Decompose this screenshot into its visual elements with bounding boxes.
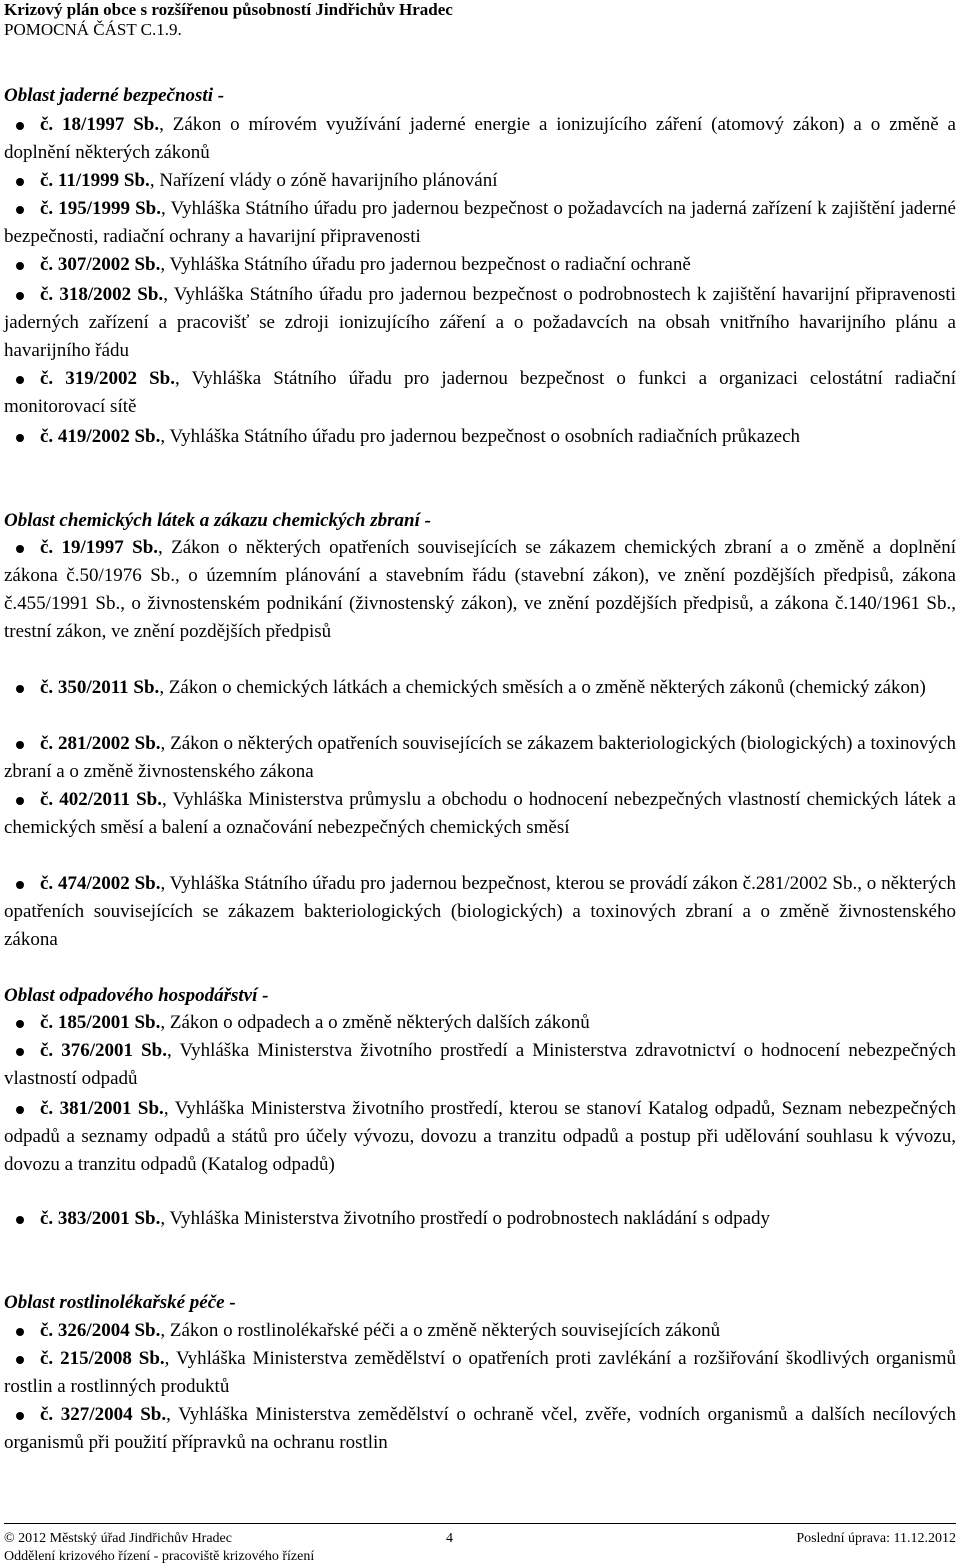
- law-number: č. 383/2001 Sb.: [40, 1208, 161, 1229]
- law-number: č. 185/2001 Sb.: [40, 1012, 161, 1033]
- law-number: č. 18/1997 Sb.: [40, 114, 160, 135]
- bullet-icon: [16, 545, 24, 553]
- law-number: č. 215/2008 Sb.: [40, 1348, 165, 1369]
- section-heading: Oblast jaderné bezpečnosti -: [4, 85, 225, 106]
- law-number: č. 19/1997 Sb.: [40, 537, 159, 558]
- footer-divider: [4, 1523, 956, 1524]
- list-item: [4, 251, 956, 279]
- bullet-icon: [16, 1328, 24, 1336]
- list-item: [4, 1317, 956, 1345]
- law-description: , Zákon o některých opatřeních souvisejících se zákazem chemických zbraní a o změně a doplnění zákona č.50/1976 Sb., o územním plánování a stavebním řádu (stavební zákon), ve znění pozdějších předpisů, zákona č.455/1991 Sb., o živnostenském podnikání (živnostenský zákon), ve znění pozdějších předpisů, a zákona č.140/1961 Sb., trestní zákon, ve znění pozdějších předpisů: [4, 537, 956, 642]
- law-description: , Vyhláška Ministerstva životního prostředí a Ministerstva zdravotnictví o hodnocení nebezpečných vlastností odpadů: [4, 1040, 956, 1089]
- bullet-icon: [16, 797, 24, 805]
- list-item: [4, 1205, 956, 1233]
- bullet-icon: [16, 1020, 24, 1028]
- bullet-icon: [16, 1216, 24, 1224]
- list-item: [4, 281, 956, 365]
- law-number: č. 327/2004 Sb.: [40, 1404, 167, 1425]
- section-heading: Oblast odpadového hospodářství -: [4, 985, 269, 1006]
- list-item: [4, 786, 956, 842]
- section-heading: Oblast rostlinolékařské péče -: [4, 1292, 236, 1313]
- document-subtitle: POMOCNÁ ČÁST C.1.9.: [4, 20, 182, 39]
- law-description: , Nařízení vlády o zóně havarijního plánování: [149, 170, 498, 191]
- list-item: [4, 1401, 956, 1457]
- law-number: č. 474/2002 Sb.: [40, 873, 161, 894]
- law-number: č. 319/2002 Sb.: [40, 368, 175, 389]
- law-description: , Vyhláška Ministerstva zemědělství o ochraně včel, zvěře, vodních organismů a dalších necílových organismů při použití přípravků na ochranu rostlin: [4, 1404, 956, 1453]
- bullet-icon: [16, 881, 24, 889]
- law-description: , Vyhláška Ministerstva zemědělství o opatřeních proti zavlékání a rozšiřování škodlivých organismů rostlin a rostlinných produktů: [4, 1348, 956, 1397]
- law-description: , Vyhláška Státního úřadu pro jadernou bezpečnost o požadavcích na jaderná zařízení k zajištění jaderné bezpečnosti, radiační ochrany a havarijní připravenosti: [4, 198, 956, 247]
- law-number: č. 318/2002 Sb.: [40, 284, 164, 305]
- bullet-icon: [16, 1412, 24, 1420]
- law-description: , Vyhláška Státního úřadu pro jadernou bezpečnost o funkci a organizaci celostátní radiační monitorovací sítě: [4, 368, 956, 417]
- law-description: , Vyhláška Státního úřadu pro jadernou bezpečnost o podrobnostech k zajištění havarijní připravenosti jaderných zařízení a pracovišť se zdroji ionizujícího záření a o požadavcích na obsah vnitřního havarijního plánu a havarijního řádu: [4, 284, 956, 361]
- law-description: , Vyhláška Státního úřadu pro jadernou bezpečnost o osobních radiačních průkazech: [160, 426, 801, 447]
- law-number: č. 281/2002 Sb.: [40, 733, 161, 754]
- list-item: [4, 870, 956, 954]
- bullet-icon: [16, 1106, 24, 1114]
- list-item: [4, 423, 956, 451]
- list-item: [4, 534, 956, 646]
- footer-department: Oddělení krizového řízení - pracoviště krizového řízení: [4, 1549, 315, 1564]
- law-number: č. 350/2011 Sb.: [40, 677, 160, 698]
- law-number: č. 381/2001 Sb.: [40, 1098, 164, 1119]
- list-item: [4, 1009, 956, 1037]
- law-description: , Zákon o chemických látkách a chemických směsích a o změně některých zákonů (chemický zákon): [159, 677, 926, 698]
- list-item: [4, 195, 956, 251]
- footer-last-update: Poslední úprava: 11.12.2012: [796, 1531, 956, 1546]
- law-number: č. 376/2001 Sb.: [40, 1040, 167, 1061]
- document-title: Krizový plán obce s rozšířenou působností Jindřichův Hradec: [4, 0, 453, 19]
- law-description: , Vyhláška Ministerstva životního prostředí o podrobnostech nakládání s odpady: [160, 1208, 771, 1229]
- law-description: , Vyhláška Státního úřadu pro jadernou bezpečnost, kterou se provádí zákon č.281/2002 Sb., o některých opatřeních souvisejících se zákazem bakteriologických (biologických) a toxinových zbraní a o změně živnostenského zákona: [4, 873, 956, 950]
- list-item: [4, 1095, 956, 1179]
- law-number: č. 402/2011 Sb.: [40, 789, 162, 810]
- bullet-icon: [16, 685, 24, 693]
- section-heading: Oblast chemických látek a zákazu chemických zbraní -: [4, 510, 431, 531]
- bullet-icon: [16, 741, 24, 749]
- bullet-icon: [16, 178, 24, 186]
- bullet-icon: [16, 1048, 24, 1056]
- bullet-icon: [16, 1356, 24, 1364]
- law-description: , Vyhláška Státního úřadu pro jadernou bezpečnost o radiační ochraně: [160, 254, 691, 275]
- list-item: [4, 111, 956, 167]
- law-description: , Zákon o rostlinolékařské péči a o změně některých souvisejících zákonů: [160, 1320, 721, 1341]
- footer-copyright: © 2012 Městský úřad Jindřichův Hradec: [4, 1531, 232, 1546]
- list-item: [4, 167, 956, 195]
- bullet-icon: [16, 434, 24, 442]
- law-number: č. 419/2002 Sb.: [40, 426, 161, 447]
- footer-page-number: 4: [446, 1531, 453, 1546]
- law-number: č. 11/1999 Sb.: [40, 170, 150, 191]
- list-item: [4, 730, 956, 786]
- law-description: , Vyhláška Ministerstva životního prostředí, kterou se stanoví Katalog odpadů, Seznam nebezpečných odpadů a seznamy odpadů a států pro účely vývozu, dovozu a tranzitu odpadů a postup při udělování souhlasu k vývozu, dovozu a tranzitu odpadů (Katalog odpadů): [4, 1098, 956, 1175]
- list-item: [4, 1345, 956, 1401]
- list-item: [4, 365, 956, 421]
- law-number: č. 195/1999 Sb.: [40, 198, 161, 219]
- law-number: č. 326/2004 Sb.: [40, 1320, 161, 1341]
- bullet-icon: [16, 376, 24, 384]
- law-description: , Vyhláška Ministerstva průmyslu a obchodu o hodnocení nebezpečných vlastností chemických látek a chemických směsí a balení a označování nebezpečných chemických směsí: [4, 789, 956, 838]
- list-item: [4, 1037, 956, 1093]
- bullet-icon: [16, 122, 24, 130]
- law-description: , Zákon o některých opatřeních souvisejících se zákazem bakteriologických (biologických) a toxinových zbraní a o změně živnostenského zákona: [4, 733, 956, 782]
- law-description: , Zákon o mírovém využívání jaderné energie a ionizujícího záření (atomový zákon) a o změně a doplnění některých zákonů: [4, 114, 956, 163]
- bullet-icon: [16, 262, 24, 270]
- list-item: [4, 674, 956, 702]
- bullet-icon: [16, 206, 24, 214]
- bullet-icon: [16, 292, 24, 300]
- law-description: , Zákon o odpadech a o změně některých dalších zákonů: [160, 1012, 590, 1033]
- law-number: č. 307/2002 Sb.: [40, 254, 161, 275]
